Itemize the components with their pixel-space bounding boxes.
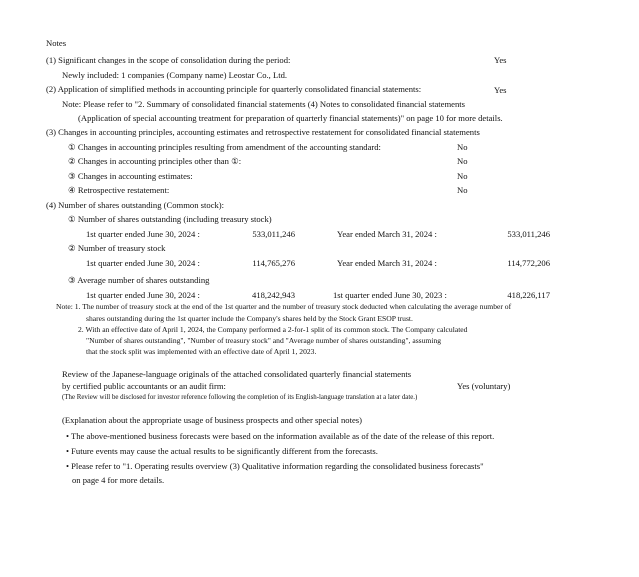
average-shares-right-value: 418,226,117	[507, 290, 550, 300]
treasury-stock-left-label: 1st quarter ended June 30, 2024 :	[86, 258, 200, 268]
item4-label: (4) Number of shares outstanding (Common stock):	[46, 200, 225, 210]
treasury-stock-label: ② Number of treasury stock	[68, 243, 166, 253]
item3-row4-label: ④ Retrospective restatement:	[68, 185, 170, 195]
review-line2: by certified public accountants or an audit firm:	[62, 381, 226, 391]
footnote1-line1: Note: 1. The number of treasury stock at the end of the 1st quarter and the number of treasury stock deducted when calculating the average number of	[56, 302, 512, 311]
item2-value: Yes	[494, 85, 507, 95]
treasury-stock-right-value: 114,772,206	[507, 258, 550, 268]
item3-row1-value: No	[457, 142, 468, 152]
notes-heading: Notes	[46, 38, 67, 48]
item3-row3-label: ③ Changes in accounting estimates:	[68, 171, 193, 181]
item3-row1-label: ① Changes in accounting principles resulting from amendment of the accounting standard:	[68, 142, 381, 152]
footnote2-line1: 2. With an effective date of April 1, 2024, the Company performed a 2-for-1 split of its common stock. The Company calculated	[78, 325, 468, 334]
shares-outstanding-right-value: 533,011,246	[507, 229, 550, 239]
review-value: Yes (voluntary)	[457, 381, 511, 391]
average-shares-left-label: 1st quarter ended June 30, 2024 :	[86, 290, 200, 300]
review-line1: Review of the Japanese-language originals of the attached consolidated quarterly financial statements	[62, 369, 412, 379]
review-note: (The Review will be disclosed for investor reference following the completion of its English-language translation at a later date.)	[62, 394, 418, 401]
item3-row4-value: No	[457, 185, 468, 195]
treasury-stock-right-label: Year ended March 31, 2024 :	[337, 258, 437, 268]
footnote2-line3: that the stock split was implemented with an effective date of April 1, 2023.	[86, 347, 317, 356]
shares-outstanding-left-label: 1st quarter ended June 30, 2024 :	[86, 229, 200, 239]
item3-row2-value: No	[457, 156, 468, 166]
footnote1-line2: shares outstanding during the 1st quarter include the Company's shares held by the Stock Grant ESOP trust.	[86, 314, 413, 323]
item2-label: (2) Application of simplified methods in accounting principle for quarterly consolidated financial statements:	[46, 84, 422, 94]
average-shares-right-label: 1st quarter ended June 30, 2023 :	[333, 290, 447, 300]
item3-row2-label: ② Changes in accounting principles other than ①:	[68, 156, 242, 166]
explanation-bullet2: • Future events may cause the actual results to be significantly different from the forecasts.	[66, 446, 378, 456]
item2-note-line2: (Application of special accounting treatment for preparation of quarterly financial statements)" on page 10 for more details.	[78, 113, 503, 123]
explanation-heading: (Explanation about the appropriate usage of business prospects and other special notes)	[62, 415, 362, 425]
item3-row3-value: No	[457, 171, 468, 181]
item1-label: (1) Significant changes in the scope of consolidation during the period:	[46, 55, 291, 65]
item1-value: Yes	[494, 55, 507, 65]
shares-outstanding-right-label: Year ended March 31, 2024 :	[337, 229, 437, 239]
footnote2-line2: "Number of shares outstanding", "Number of treasury stock" and "Average number of shares outstanding", assuming	[86, 336, 442, 345]
item2-note-line1: Note: Please refer to "2. Summary of consolidated financial statements (4) Notes to consolidated financial statements	[62, 99, 465, 109]
explanation-bullet3-line1: • Please refer to "1. Operating results overview (3) Qualitative information regarding the consolidated business forecasts"	[66, 461, 484, 471]
explanation-bullet3-line2: on page 4 for more details.	[72, 475, 165, 485]
explanation-bullet1: • The above-mentioned business forecasts were based on the information available as of the date of the release of this report.	[66, 431, 495, 441]
average-shares-label: ③ Average number of shares outstanding	[68, 275, 210, 285]
treasury-stock-left-value: 114,765,276	[252, 258, 295, 268]
average-shares-left-value: 418,242,943	[252, 290, 295, 300]
shares-outstanding-label: ① Number of shares outstanding (including treasury stock)	[68, 214, 272, 224]
shares-outstanding-left-value: 533,011,246	[252, 229, 295, 239]
item1-detail: Newly included: 1 companies (Company name) Leostar Co., Ltd.	[62, 70, 288, 80]
item3-label: (3) Changes in accounting principles, accounting estimates and retrospective restatement for consolidated financial statements	[46, 127, 480, 137]
